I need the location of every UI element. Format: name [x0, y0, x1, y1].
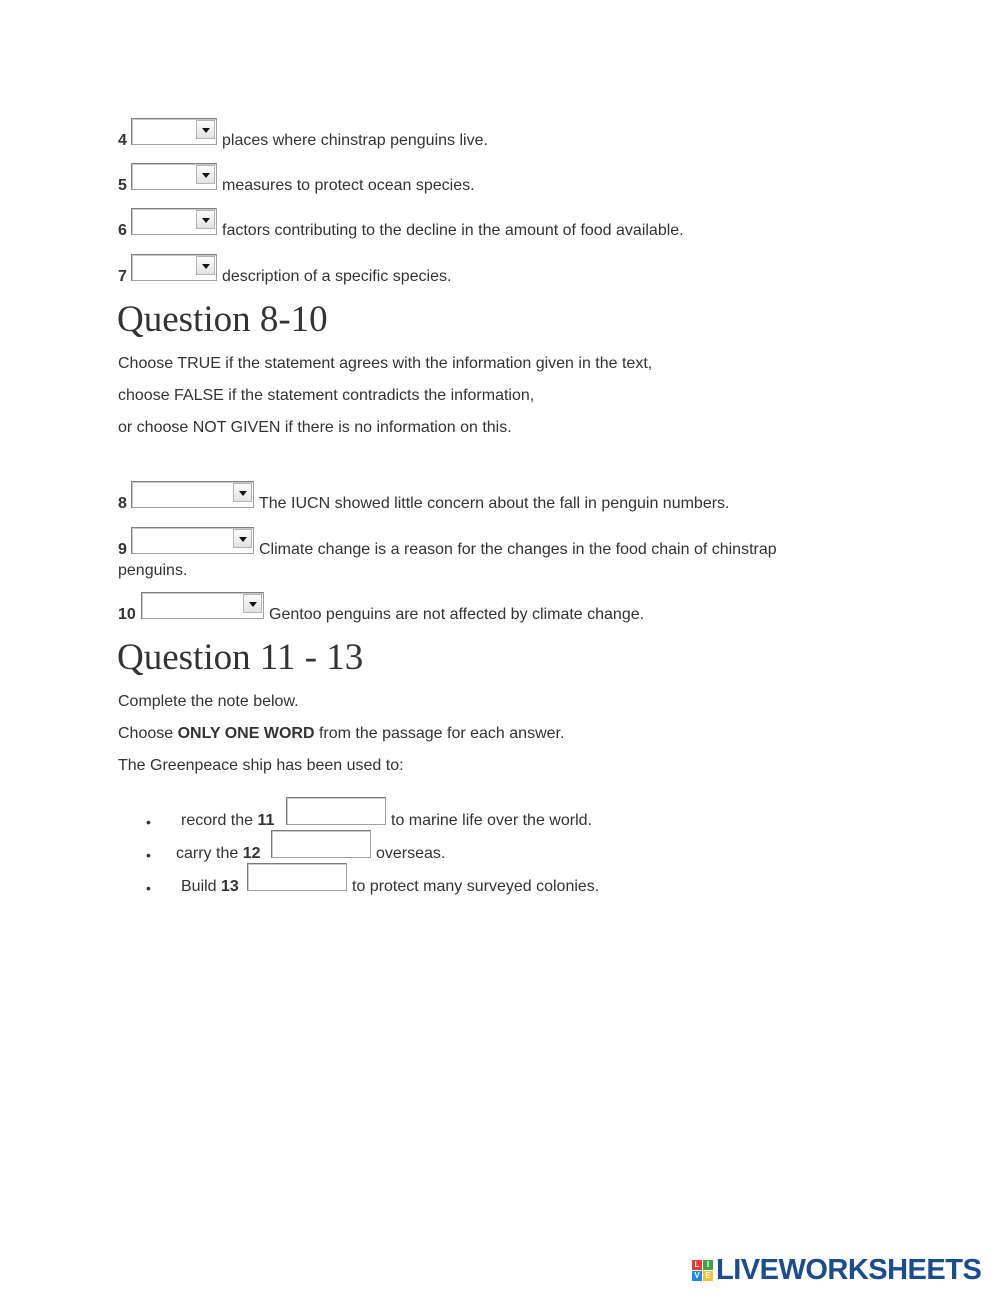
liveworksheets-logo	[692, 1255, 981, 1285]
note-text: carry the	[176, 845, 243, 862]
note-post: to marine life over the world.	[391, 812, 592, 829]
note-text: Build	[181, 878, 222, 895]
notes-lead: The Greenpeace ship has been used to:	[118, 757, 404, 774]
bullet-icon: •	[146, 847, 151, 863]
note-post: overseas.	[376, 845, 446, 862]
item-text: measures to protect ocean species.	[222, 177, 475, 194]
item-number: 11	[257, 812, 275, 829]
instruction-line: or choose NOT GIVEN if there is no information on this.	[118, 419, 512, 436]
note-text: record the	[181, 812, 258, 829]
instruction-line: Choose TRUE if the statement agrees with the information given in the text,	[118, 355, 653, 372]
item-number: 8	[118, 495, 127, 512]
item-number: 13	[221, 878, 239, 895]
answer-dropdown-8[interactable]	[131, 481, 254, 508]
item-text: Climate change is a reason for the changes in the food chain of chinstrap	[259, 541, 777, 558]
answer-dropdown-9[interactable]	[131, 527, 254, 554]
answer-dropdown-6[interactable]	[131, 208, 217, 235]
chevron-down-icon[interactable]	[196, 165, 215, 184]
item-number: 7	[118, 268, 127, 285]
chevron-down-icon[interactable]	[196, 256, 215, 275]
instruction-text: Choose	[118, 725, 178, 742]
chevron-down-icon[interactable]	[196, 120, 215, 139]
note-pre	[176, 845, 260, 863]
section-heading-8-10: Question 8-10	[117, 299, 328, 340]
bullet-icon: •	[146, 814, 151, 830]
item-text: factors contributing to the decline in the amount of food available.	[222, 222, 684, 239]
item-number: 6	[118, 222, 127, 239]
chevron-down-icon[interactable]	[233, 483, 252, 502]
item-number: 12	[242, 845, 261, 862]
answer-dropdown-4[interactable]	[131, 118, 217, 145]
logo-badge-letter: V	[692, 1271, 702, 1281]
item-number: 9	[118, 541, 127, 558]
answer-dropdown-10[interactable]	[141, 592, 264, 619]
answer-input-12[interactable]	[271, 830, 371, 858]
item-number: 10	[118, 606, 136, 623]
item-text: places where chinstrap penguins live.	[222, 132, 488, 149]
note-post: to protect many surveyed colonies.	[352, 878, 600, 895]
chevron-down-icon[interactable]	[243, 594, 262, 613]
logo-text: LIVEWORKSHEETS	[716, 1253, 982, 1286]
bullet-icon: •	[146, 880, 151, 896]
answer-dropdown-7[interactable]	[131, 254, 217, 281]
instruction-line: choose FALSE if the statement contradicts the information,	[118, 387, 535, 404]
chevron-down-icon[interactable]	[196, 210, 215, 229]
item-number: 5	[118, 177, 127, 194]
item-text: Gentoo penguins are not affected by climate change.	[269, 606, 645, 623]
instruction-line	[118, 725, 564, 743]
answer-input-13[interactable]	[247, 863, 347, 891]
note-pre	[181, 812, 274, 830]
answer-dropdown-5[interactable]	[131, 163, 217, 190]
instruction-text: from the passage for each answer.	[314, 725, 565, 742]
instruction-emphasis: ONLY ONE WORD	[177, 725, 315, 742]
item-text: description of a specific species.	[222, 268, 452, 285]
section-heading-11-13: Question 11 - 13	[117, 637, 364, 678]
answer-input-11[interactable]	[286, 797, 386, 825]
logo-badge-icon	[692, 1260, 713, 1281]
item-text-continuation: penguins.	[118, 562, 188, 579]
instruction-line: Complete the note below.	[118, 693, 299, 710]
logo-badge-letter: E	[703, 1271, 713, 1281]
logo-badge-letter: L	[692, 1260, 702, 1270]
note-pre	[181, 878, 239, 896]
chevron-down-icon[interactable]	[233, 529, 252, 548]
item-text: The IUCN showed little concern about the fall in penguin numbers.	[259, 495, 730, 512]
logo-badge-letter: I	[703, 1260, 713, 1270]
item-number: 4	[118, 132, 127, 149]
